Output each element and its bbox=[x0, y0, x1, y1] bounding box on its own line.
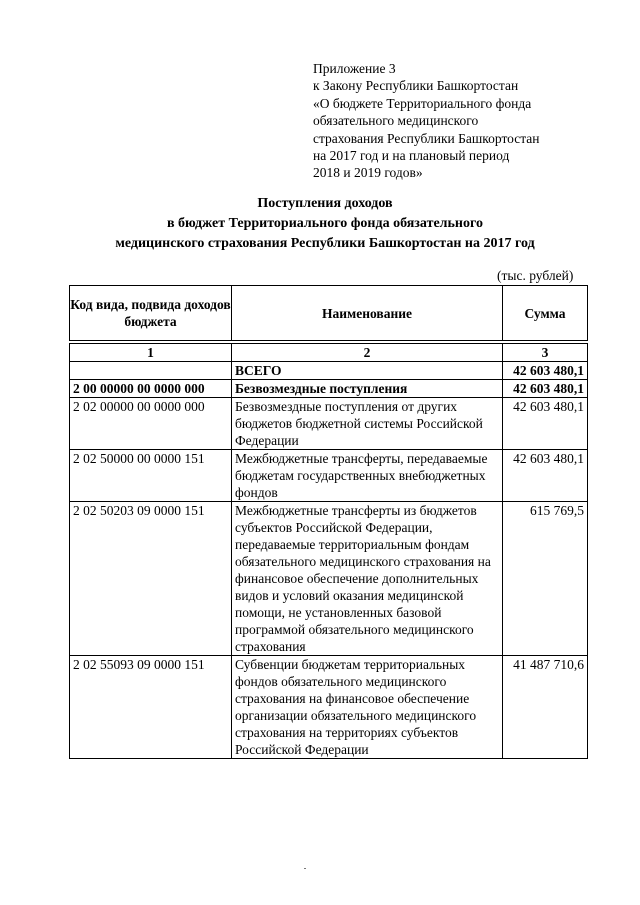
row-amount: 42 603 480,1 bbox=[503, 380, 588, 398]
scan-mark bbox=[304, 868, 306, 869]
appendix-line: страхования Республики Башкортостан bbox=[313, 130, 540, 146]
column-number: 2 bbox=[232, 344, 503, 362]
row-name: ВСЕГО bbox=[232, 362, 503, 380]
row-code: 2 00 00000 00 0000 000 bbox=[70, 380, 232, 398]
units-label: (тыс. рублей) bbox=[497, 268, 574, 283]
row-name: Безвозмездные поступления bbox=[232, 380, 503, 398]
row-name: Субвенции бюджетам территориальных фондов обязательного медицинского страхования на финансовое обеспечение организации обязательного медицинского страхования на территориях субъектов Российской Федерации bbox=[232, 656, 503, 759]
row-code: 2 02 55093 09 0000 151 bbox=[70, 656, 232, 759]
row-amount: 42 603 480,1 bbox=[503, 450, 588, 502]
column-number-row bbox=[70, 344, 588, 362]
column-number: 1 bbox=[70, 344, 232, 362]
appendix-header bbox=[313, 60, 603, 182]
row-name: Безвозмездные поступления от других бюджетов бюджетной системы Российской Федерации bbox=[232, 398, 503, 450]
title-line: в бюджет Территориального фонда обязательного bbox=[166, 216, 483, 231]
appendix-line: Приложение 3 bbox=[313, 61, 396, 76]
appendix-line: «О бюджете Территориального фонда bbox=[313, 95, 532, 111]
row-amount: 42 603 480,1 bbox=[503, 398, 588, 450]
appendix-line: обязательного медицинского bbox=[313, 113, 479, 129]
table-row bbox=[70, 450, 588, 502]
appendix-line: на 2017 год и на плановый период bbox=[313, 148, 510, 164]
income-table bbox=[69, 343, 588, 759]
row-code: 2 02 00000 00 0000 000 bbox=[70, 398, 232, 450]
table-row bbox=[70, 380, 588, 398]
row-code bbox=[70, 362, 232, 380]
table-row bbox=[70, 362, 588, 380]
title-line: медицинского страхования Республики Башкортостан на 2017 год bbox=[115, 236, 535, 251]
appendix-line: к Закону Республики Башкортостан bbox=[313, 78, 519, 94]
column-number: 3 bbox=[503, 344, 588, 362]
table-row bbox=[70, 656, 588, 759]
table-row bbox=[70, 502, 588, 656]
row-amount: 42 603 480,1 bbox=[503, 362, 588, 380]
row-code: 2 02 50203 09 0000 151 bbox=[70, 502, 232, 656]
header-name: Наименование bbox=[232, 286, 503, 341]
document-title bbox=[60, 194, 590, 254]
appendix-line: 2018 и 2019 годов» bbox=[313, 165, 423, 181]
row-name: Межбюджетные трансферты из бюджетов субъектов Российской Федерации, передаваемые территориальным фондам обязательного медицинского страхования на финансовое обеспечение дополнительных видов и условий оказания медицинской помощи, не установленных базовой программой обязательного медицинского страхования bbox=[232, 502, 503, 656]
table-row bbox=[70, 398, 588, 450]
row-amount: 41 487 710,6 bbox=[503, 656, 588, 759]
header-amount: Сумма bbox=[503, 286, 588, 341]
row-amount: 615 769,5 bbox=[503, 502, 588, 656]
title-line: Поступления доходов bbox=[257, 196, 393, 211]
header-code: Код вида, подвида доходов бюджета bbox=[70, 286, 232, 341]
table-header bbox=[69, 285, 588, 341]
row-code: 2 02 50000 00 0000 151 bbox=[70, 450, 232, 502]
row-name: Межбюджетные трансферты, передаваемые бюджетам государственных внебюджетных фондов bbox=[232, 450, 503, 502]
